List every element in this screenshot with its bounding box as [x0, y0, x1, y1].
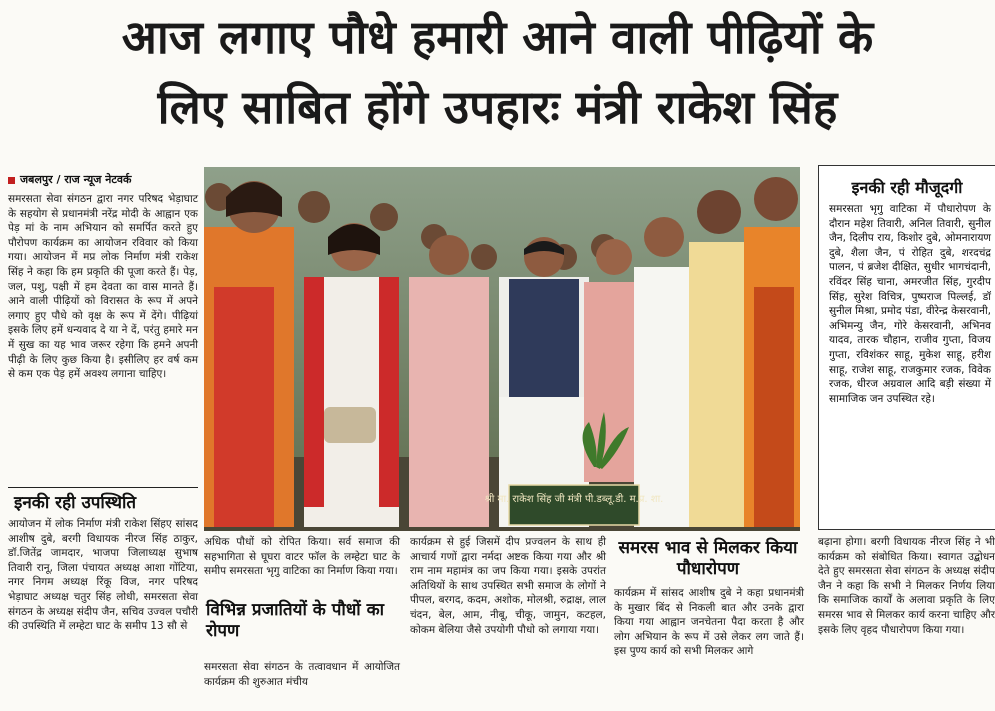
plaque-text: श्री मा. राकेश सिंह जी मंत्री पी.डब्लू.डी. म.प्र. शा. — [484, 494, 664, 505]
headline-line-1: आज लगाए पौधे हमारी आने वाली पीढ़ियों के — [121, 10, 874, 64]
column-5-para: बढ़ाना होगा। बरगी विधायक नीरज सिंह ने भी कार्यक्रम को संबोधित किया। स्वागत उद्बोधन देते हुए समरसता सेवा संगठन के अध्यक्ष संदीप जैन ने कहा कि सभी ने मिलकर निर्णय लिया कि समाजिक कार्यों के अलावा प्रकृति के लिए समरस भाव से मिलकर कार्य करना चाहिए और इसके लिए वृहद पौधारोपण किया गया। — [818, 536, 995, 636]
column-2-subhead: विभिन्न प्रजातियों के पौधों का रोपण — [206, 600, 385, 641]
divider — [8, 487, 198, 488]
attendees-box-title: इनकी रही मौजूदगी — [851, 178, 963, 197]
dateline — [8, 172, 198, 187]
dateline-text: जबलपुर / राज न्यूज नेटवर्क — [20, 173, 132, 186]
column-1-subhead: इनकी रही उपस्थिति — [14, 493, 137, 513]
column-2-para: अधिक पौधों को रोपित किया। सर्व समाज की सहभागिता से घूघरा वाटर फॉल के लम्हेटा घाट के समीप समरसता भृगु वाटिका का निर्माण किया गया। — [204, 536, 400, 578]
event-photo-illustration — [204, 167, 800, 531]
event-photo — [204, 167, 800, 531]
column-4-subhead: समरस भाव से मिलकर किया पौधारोपण — [618, 538, 798, 579]
attendees-box-text: समरसता भृगु वाटिका में पौधारोपण के दौरान महेश तिवारी, अनिल तिवारी, सुनील जैन, दिलीप राय, किशोर दुबे, ओमनारायण दुबे, शैला जैन, पं रोहित दुबे, शरदचंद्र पालन, पं ब्रजेश दीक्षित, सुधीर भागचंदानी, रविंदर सिंह चाना, अमरजीत सिंह, गुरदीप सिंह, सुरेश विचित्र, पुष्पराज पिल्लई, डॉ सुनील मिश्रा, प्रमोद पंडा, वीरेन्द्र केसरवानी, अभिमन्यु जैन, गोरे केसरवानी, अभिनव यादव, तारक चौहान, राजीव गुप्ता, विजय गुप्ता, रविशंकर साहू, मुकेश साहू, हरीश साहू, राजेश साहू, राजकुमार रजक, विवेक रजक, धीरज अग्रवाल आदि बड़ी संख्या में सामाजिक जन उपस्थित रहे। — [829, 203, 991, 405]
headline — [0, 8, 995, 136]
column-3-para: कार्यक्रम से हुई जिसमें दीप प्रज्वलन के साथ ही आचार्य गणों द्वारा नर्मदा अष्टक किया गया और श्री राम नाम महामंत्र का जप किया गया। इसके उपरांत अतिथियों के साथ उपस्थित सभी समाज के लोगों ने पीपल, बरगद, कदम, अशोक, मोलश्री, रुद्राक्ष, लाल चंदन, बेल, आम, नीबू, चीकू, जामुन, कटहल, कोकम बेलिया जैसे उपयोगी पौधो को लगाया गया। — [410, 536, 606, 636]
square-bullet-icon — [8, 177, 15, 184]
column-2-para-2: समरसता सेवा संगठन के तत्वावधान में आयोजित कार्यक्रम की शुरुआत मंचीय — [204, 661, 400, 688]
column-1-para-2: आयोजन में लोक निर्माण मंत्री राकेश सिंहए सांसद आशीष दुबे, बरगी विधायक नीरज सिंह ठाकुर, डॉ.जितेंद्र जामदार, भाजपा जिलाध्यक्ष सुभाष तिवारी रानू, जिला पंचायत अध्यक्ष आशा गोंटिया, नगर निगम अध्यक्ष रिंकू विज, नगर परिषद भेड़ाघाट अध्यक्ष चतुर सिंह लोधी, समरसता सेवा संगठन के अध्यक्ष संदीप जैन, सचिव उज्वल पचौरी की उपस्थिति में लम्हेटा घाट के समीप 13 सौ से — [8, 518, 198, 633]
column-1-para: समरसता सेवा संगठन द्वारा नगर परिषद भेड़ाघाट के सहयोग से प्रधानमंत्री नरेंद्र मोदी के आह्वान एक पेड़ मां के नाम अभियान को समर्पित करते हुए पौरोपण कार्यक्रम का आयोजन रविवार को किया गया। आयोजन में मप्र लोक निर्माण मंत्री राकेश सिंह ने कहा कि हम प्रकृति की पूजा करते हैं। पेड़, जल, पशु, पक्षी में हम देवता का वास मानते हैं। आने वाली पीढ़ियों को विरासत के रूप में अपने लगाए हुए पौधे को वृक्ष के रूप में देंगे। पीढ़ियां इसके लिए हमें धन्यवाद दे या ने दें, परंतु हमारे मन में सुख का यह भाव जरूर रहेगा कि हमने अपनी पीढ़ी के लिए कुछ किया है। इसीलिए हर वर्ष कम से कम एक पेड़ हमें अवश्य लगाना चाहिए। — [8, 193, 198, 381]
column-4-para: कार्यक्रम में सांसद आशीष दुबे ने कहा प्रधानमंत्री के मुखार बिंद से निकली बात और उनके द्वारा किया गया आह्वान जनचेतना पैदा करता है और लोग अभियान के रूप में उसे लेकर लग जाते हैं। इस पुण्य कार्य को सभी मिलकर आगे — [614, 587, 804, 658]
headline-line-2: लिए साबित होंगे उपहारः मंत्री राकेश सिंह — [157, 80, 838, 134]
attendees-box — [818, 165, 995, 530]
